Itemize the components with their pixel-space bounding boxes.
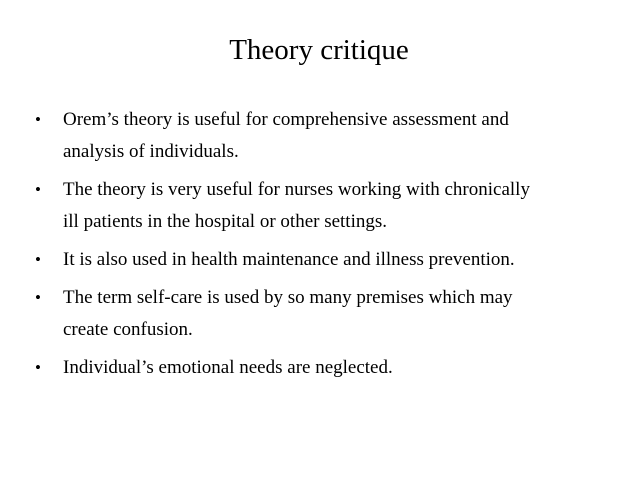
bullet-item (0, 282, 638, 346)
bullet-text-line: The term self-care is used by so many premises which may (63, 287, 513, 308)
bullet-text-line: ill patients in the hospital or other settings. (63, 211, 388, 232)
bullet-text-line: analysis of individuals. (63, 141, 239, 162)
slide-title: Theory critique (229, 34, 409, 66)
bullet-list (0, 104, 638, 390)
bullet-text-line: It is also used in health maintenance and illness prevention. (63, 249, 515, 270)
bullet-item (0, 244, 638, 276)
bullet-text-line: The theory is very useful for nurses working with chronically (63, 179, 530, 200)
bullet-marker: • (35, 250, 41, 269)
bullet-item (0, 352, 638, 384)
bullet-marker: • (35, 358, 41, 377)
bullet-marker: • (35, 180, 41, 199)
bullet-marker: • (35, 288, 41, 307)
bullet-text-line: create confusion. (63, 319, 193, 340)
bullet-item (0, 174, 638, 238)
bullet-marker: • (35, 110, 41, 129)
bullet-text-line: Orem’s theory is useful for comprehensive assessment and (63, 109, 509, 130)
bullet-text-line: Individual’s emotional needs are neglected. (63, 357, 393, 378)
bullet-item (0, 104, 638, 168)
